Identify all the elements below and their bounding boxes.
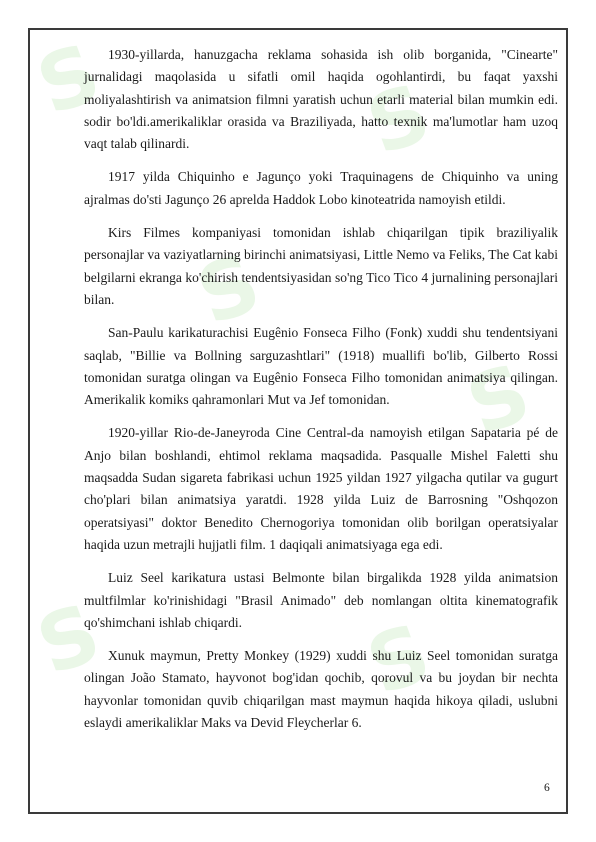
watermark-glyph: S bbox=[355, 605, 442, 714]
watermark-glyph: S bbox=[185, 235, 272, 344]
paragraph: 1930-yillarda, hanuzgacha reklama sohasida ish olib borganida, "Cinearte" jurnalidagi maqolasida u sifatli omil haqida ogohlantirdi, bu faqat yaxshi moliyalashtirish va animatsion filmni yaratish uchun etarli material bilan mumkin edi. sodir bo'ldi.amerikaliklar orasida va Braziliyada, hatto texnik ma'lumotlar ham uzoq vaqt talab qilinardi. bbox=[84, 47, 558, 152]
watermark-glyph: S bbox=[355, 65, 442, 174]
paragraph: San-Paulu karikaturachisi Eugênio Fonseca Filho (Fonk) xuddi shu tendentsiyani saqlab, "Billie va Bollning sarguzashtlari" (1918) muallifi bo'lib, Gilberto Rossi tomonidan suratga olingan va Eugênio Fonseca Filho tomonidan animatsiya qilingan. Amerikalik komiks qahramonlari Mut va Jef tomonidan. bbox=[84, 325, 558, 408]
paragraph: Kirs Filmes kompaniyasi tomonidan ishlab chiqarilgan tipik braziliyalik personajlar va vaziyatlarning birinchi animatsiyasi, Little Nemo va Feliks, The Cat kabi belgilarni ekranga ko'chirish tendentsiyasidan so'ng Tico Tico 4 jurnalining personajlari bilan. bbox=[84, 225, 558, 307]
paragraph: Luiz Seel karikatura ustasi Belmonte bilan birgalikda 1928 yilda animatsion multfilmlar ko'rinishidagi "Brasil Animado" deb nomlangan oltita kinematografik qo'shimchani ishlab chiqardi. bbox=[84, 570, 558, 630]
body-text bbox=[84, 44, 558, 745]
paragraph: Xunuk maymun, Pretty Monkey (1929) xuddi shu Luiz Seel tomonidan suratga olingan João Stamato, hayvonot bog'idan qochib, qorovul va bu joydan bir nechta hayvonlar tomonidan quvib chiqarilgan mast maymun haqida hikoya qiladi, uslubni eslaydi amerikaliklar Maks va Devid Fleycherlar 6. bbox=[84, 648, 558, 731]
watermark-glyph: S bbox=[25, 25, 112, 134]
page-number: 6 bbox=[544, 782, 550, 794]
paragraph: 1917 yilda Chiquinho e Jagunço yoki Traquinagens de Chiquinho va uning ajralmas do'sti Jagunço 26 aprelda Haddok Lobo kinoteatrida namoyish etildi. bbox=[84, 169, 558, 207]
paragraph: 1920-yillar Rio-de-Janeyroda Cine Central-da namoyish etilgan Sapataria pé de Anjo bilan boshlandi, ehtimol reklama maqsadida. Pasqualle Mishel Faletti shu maqsadda Sudan sigareta fabrikasi uchun 1925 yildan 1927 yilgacha qutilar va gugurt cho'plari bilan animatsiya yaratdi. 1928 yilda Luiz de Barrosning "Oshqozon operatsiyasi" doktor Benedito Chernogoriya tomonidan olib borilgan operatsiyalar haqida uzun metrajli hujjatli film. 1 daqiqali animatsiyaga ega edi. bbox=[84, 425, 558, 552]
watermark-glyph: S bbox=[25, 585, 112, 694]
watermark-glyph: S bbox=[455, 345, 542, 454]
